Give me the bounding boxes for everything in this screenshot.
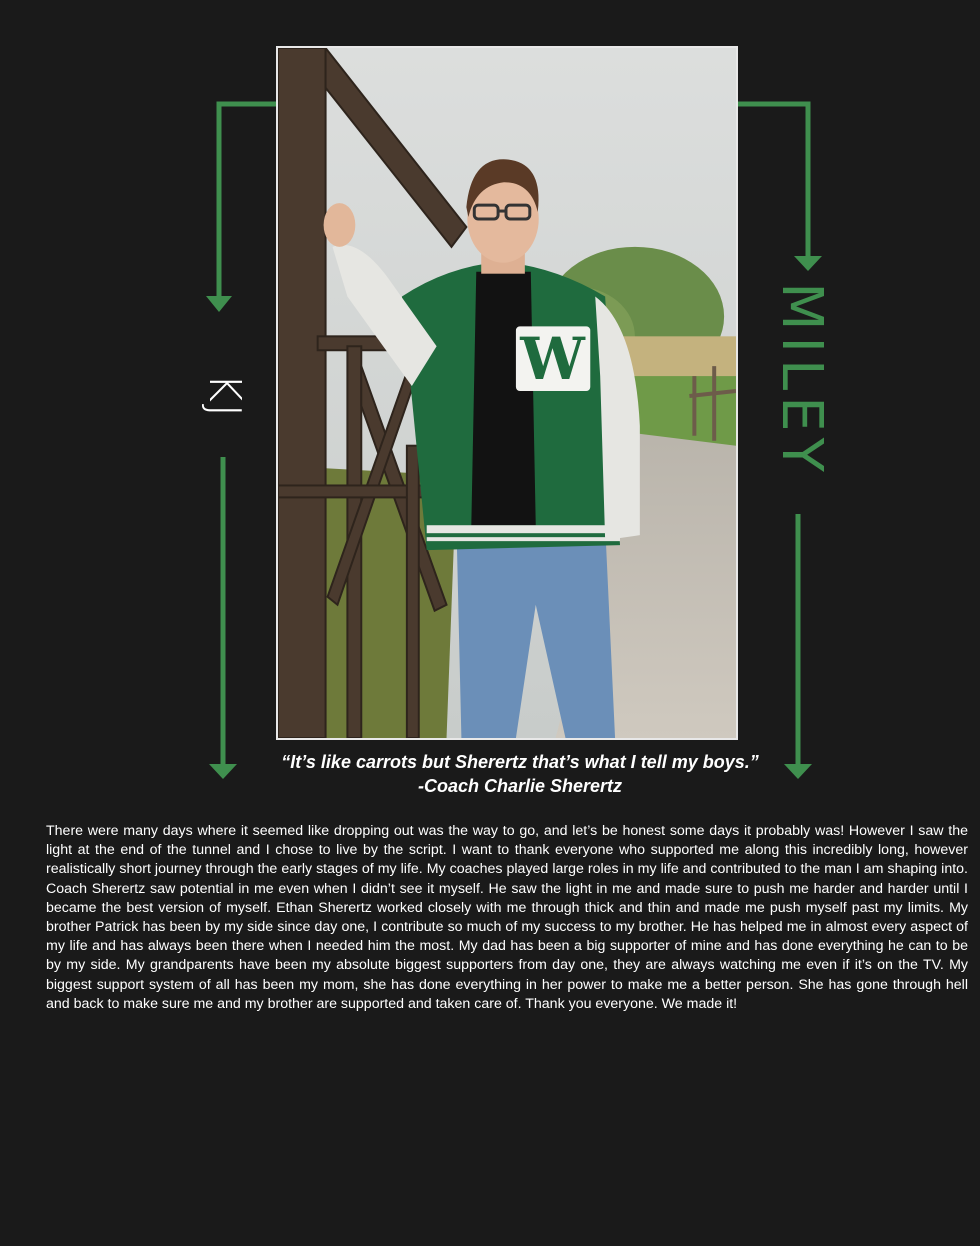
quote-attribution: -Coach Charlie Sherertz	[417, 776, 623, 796]
last-name-text: MILEY	[769, 282, 834, 478]
quote-text: “It’s like carrots but Sherertz that’s what I tell my boys.”	[281, 752, 759, 772]
thank-you-paragraph: There were many days where it seemed like dropping out was the way to go, and let’s be honest some days it probably was! However I saw the light at the end of the tunnel and I chose to live by the script. I want to thank everyone who supported me along this incredibly long, however realistically short journey through the early stages of my life. My coaches played large roles in my life and contributed to the man I am shaping into. Coach Sherertz saw potential in me even when I didn’t see it myself. He saw the light in me and made sure to push me harder and harder until I became the best version of myself. Ethan Sherertz worked closely with me through thick and thin and made me push myself past my limits. My brother Patrick has been by my side since day one, I contribute so much of my success to my brother. He has helped me in almost every aspect of my life and has always been there when I needed him the most. My dad has been a big supporter of mine and has done everything he can to be by my side. My grandparents have been my absolute biggest supporters from day one, they are always watching me even if it’s on the TV. My biggest support system of all has been my mom, she has done everything in her power to make me a better person. She has gone through hell and back to make sure me and my brother are supported and taken care of. Thank you everyone. We made it!	[46, 823, 968, 1012]
right-top-arrow	[738, 104, 808, 258]
right-top-arrowhead	[794, 256, 822, 271]
portrait-illustration	[278, 48, 736, 738]
jacket-letter: W	[520, 325, 585, 394]
first-name-text: KJ	[199, 373, 250, 419]
quote-block	[230, 750, 810, 798]
senior-portrait-photo	[276, 46, 738, 740]
first-name-vertical	[196, 373, 252, 419]
left-top-arrow	[219, 104, 276, 298]
left-top-arrowhead	[206, 296, 232, 312]
